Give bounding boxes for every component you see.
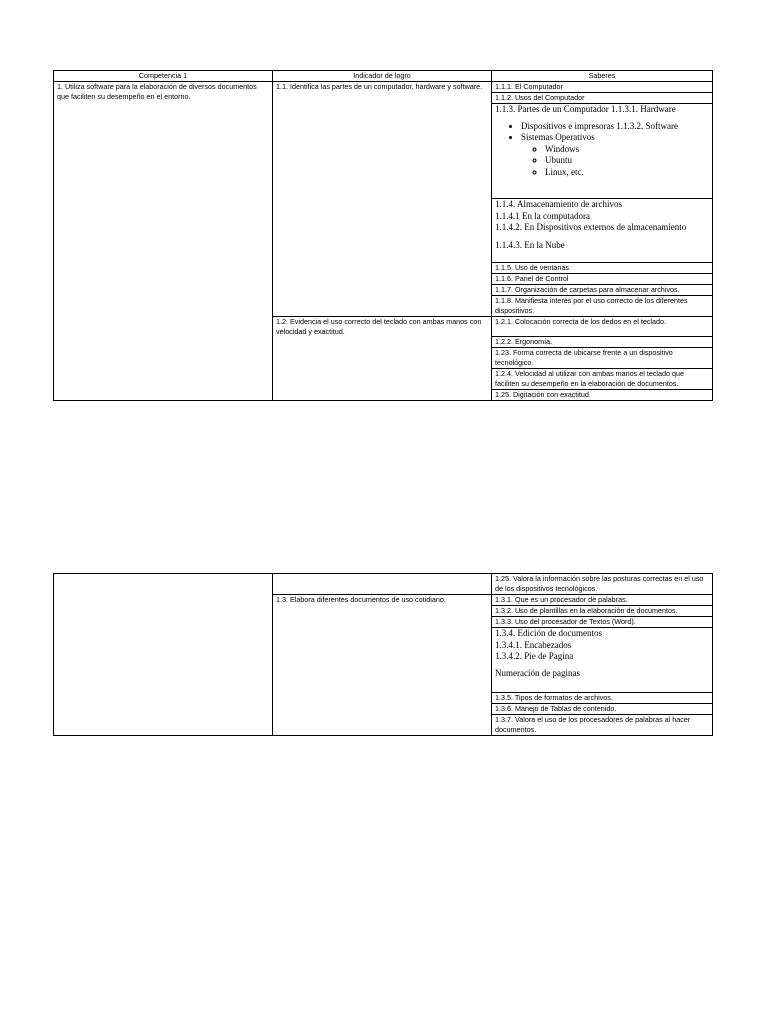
- indicador-1-1-cell: 1.1. Identifica las partes de un computador, hardware y software.: [273, 82, 492, 317]
- saber-1-1-1: 1.1.1. El Computador: [492, 82, 713, 93]
- saber-1-3-2: 1.3.2. Uso de plantillas en la elaboración de documentos.: [492, 606, 713, 617]
- indicador-cell-empty: [273, 574, 492, 595]
- saber-1-1-4-title: 1.1.4. Almacenamiento de archivos: [495, 199, 622, 209]
- saber-1-1-6: 1.1.6. Panel de Control: [492, 274, 713, 285]
- saber-1-3-3: 1.3.3. Uso del procesador de Textos (Word).: [492, 617, 713, 628]
- saber-1-3-7: 1.3.7. Valora el uso de los procesadores de palabras al hacer documentos.: [492, 715, 713, 736]
- header-competencia: Competencia 1: [54, 71, 273, 82]
- saber-1-1-4-3: 1.1.4.3. En la Nube: [495, 239, 565, 250]
- saber-1-3-4-1: 1.3.4.1. Encabezados: [495, 639, 572, 650]
- saber-1-2-4: 1.2.4. Velocidad al utilizar con ambas manos el teclado que faciliten su desempeño en la elaboración de documentos.: [492, 369, 713, 390]
- list-item: ◦ Ubuntu: [545, 155, 709, 167]
- saber-1-1-3-list: [495, 121, 709, 179]
- header-saberes: Saberes: [492, 71, 713, 82]
- saber-1-3-6: 1.3.6. Manejo de Tablas de contenido.: [492, 704, 713, 715]
- list-item: ◦ Linux, etc.: [545, 167, 709, 179]
- list-item: [521, 132, 709, 178]
- indicador-1-3-cell: 1.3. Elabora diferentes documentos de uso cotidiano.: [273, 595, 492, 736]
- table-row: [54, 82, 713, 93]
- competencia-cell-empty: [54, 574, 273, 736]
- saber-1-3-4-2: 1.3.4.2. Pie de Pagina: [495, 651, 574, 661]
- saber-1-1-4-2: 1.1.4.2. En Dispositivos externos de almacenamiento: [495, 222, 687, 232]
- saber-1-2-2: 1.2.2. Ergonomía.: [492, 337, 713, 348]
- saber-1-3-4-3: Numeración de paginas: [495, 667, 580, 678]
- saber-1-2-5b: 1.25. Valora la información sobre las posturas correctas en el uso de los dispositivos tecnológicos.: [492, 574, 713, 595]
- saber-1-2-5: 1.25. Digitación con exactitud.: [492, 390, 713, 401]
- competencia-cell: 1. Utiliza software para la elaboración de diversos documentos que faciliten su desempeño en el entorno.: [54, 82, 273, 401]
- saber-1-1-5: 1.1.5. Uso de ventanas: [492, 263, 713, 274]
- list-item: • Dispositivos e impresoras 1.1.3.2. Software: [521, 121, 709, 133]
- saber-1-3-4-title: 1.3.4. Edición de documentos: [495, 628, 602, 638]
- table-row: [54, 574, 713, 595]
- competencias-table: [53, 70, 713, 401]
- saber-1-1-4: [492, 199, 713, 263]
- list-item: ◦ Windows: [545, 144, 709, 156]
- saber-1-1-4-1: 1.1.4.1 En la computadora: [495, 210, 590, 221]
- competencias-table-continued: [53, 573, 713, 736]
- saber-1-1-3: [492, 104, 713, 199]
- saber-1-2-1: 1.2.1. Colocación correcta de los dedos en el teclado.: [492, 317, 713, 337]
- indicador-1-2-cell: 1.2. Evidencia el uso correcto del teclado con ambas manos con velocidad y exactitud.: [273, 317, 492, 401]
- saber-1-2-3: 1.23. Forma correcta de ubicarse frente a un dispositivo tecnológico.: [492, 348, 713, 369]
- header-indicador: Indicador de logro: [273, 71, 492, 82]
- saber-1-1-8: 1.1.8. Manifiesta interés por el uso correcto de los diferentes dispositivos.: [492, 296, 713, 317]
- saber-1-1-2: 1.1.2. Usos del Computador: [492, 93, 713, 104]
- header-row: [54, 71, 713, 82]
- saber-1-1-7: 1.1.7. Organización de carpetas para almacenar archivos.: [492, 285, 713, 296]
- saber-1-1-3-os: Sistemas Operativos: [521, 132, 595, 142]
- saber-1-3-1: 1.3.1. Que es un procesador de palabras.: [492, 595, 713, 606]
- saber-1-3-5: 1.3.5. Tipos de formatos de archivos.: [492, 693, 713, 704]
- saber-1-1-3-title: 1.1.3. Partes de un Computador 1.1.3.1. Hardware: [495, 104, 676, 114]
- os-sublist: [521, 144, 709, 179]
- saber-1-3-4: [492, 628, 713, 693]
